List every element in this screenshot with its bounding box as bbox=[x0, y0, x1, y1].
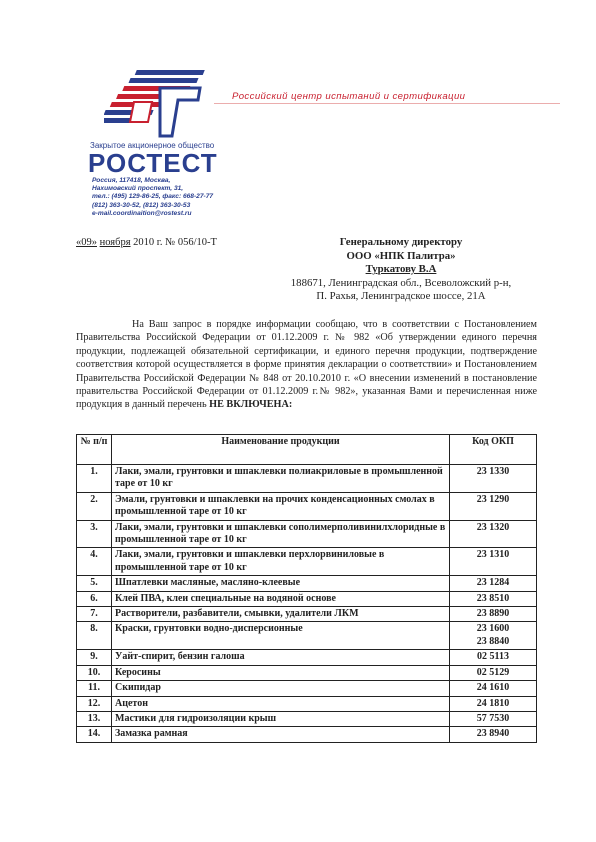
row-num: 11. bbox=[77, 681, 112, 696]
row-num: 8. bbox=[77, 622, 112, 650]
row-num: 14. bbox=[77, 727, 112, 742]
row-name: Эмали, грунтовки и шпаклевки на прочих конденсационных смолах в промышленной таре от 10 кг bbox=[112, 492, 450, 520]
table-row bbox=[77, 520, 537, 548]
rostest-logo bbox=[104, 62, 216, 142]
row-code: 24 1610 bbox=[450, 681, 537, 696]
addressee-address-line: П. Рахья, Ленинградское шоссе, 21А bbox=[316, 290, 486, 303]
table-row bbox=[77, 650, 537, 665]
row-name: Ацетон bbox=[112, 696, 450, 711]
header-code: Код ОКП bbox=[450, 435, 537, 465]
addressee-company: ООО «НПК Палитра» bbox=[346, 249, 456, 262]
contact-line: Россия, 117418, Москва, bbox=[92, 177, 171, 184]
table-row bbox=[77, 711, 537, 726]
addressee-address-line: 188671, Ленинградская обл., Всеволожский р-н, bbox=[290, 276, 512, 289]
row-name: Скипидар bbox=[112, 681, 450, 696]
row-code: 23 1330 bbox=[450, 465, 537, 493]
table-row bbox=[77, 492, 537, 520]
row-name: Шпатлевки масляные, масляно-клеевые bbox=[112, 576, 450, 591]
row-name: Уайт-спирит, бензин галоша bbox=[112, 650, 450, 665]
table-row bbox=[77, 727, 537, 742]
row-name: Керосины bbox=[112, 665, 450, 680]
row-name: Замазка рамная bbox=[112, 727, 450, 742]
tagline-divider bbox=[214, 103, 560, 104]
row-num: 7. bbox=[77, 607, 112, 622]
row-name: Лаки, эмали, грунтовки и шпаклевки сополимерполивинилхлоридные в промышленной таре от 10 кг bbox=[112, 520, 450, 548]
row-code: 23 1284 bbox=[450, 576, 537, 591]
ref-month: ноября bbox=[99, 237, 131, 248]
ref-number: № 056/10-Т bbox=[165, 237, 217, 248]
row-code: 23 1290 bbox=[450, 492, 537, 520]
contact-email: e-mail.coordinaition@rostest.ru bbox=[92, 209, 192, 217]
table-row bbox=[77, 665, 537, 680]
body-paragraph: На Ваш запрос в порядке информации сообщаю, что в соответствии с Постановлением Правительства Российской Федерации от 01.12.2009 г. № 982 «Об утверждении единого перечня продукции, подлежащей обязательной сертификации, и единого перечня продукции, подтверждение соответствия которой осуществляется в форме принятия декларации о соответствии» и Постановлением Правительства Российской Федерации № 848 от 20.10.2010 г. «О внесении изменений в постановление правительства Российской Федерации от 01.12.2009 г.№ 982», указанная Вами и перечисленная ниже продукция в данный перечень bbox=[76, 319, 537, 411]
company-type: Закрытое акционерное общество bbox=[90, 141, 215, 150]
row-num: 9. bbox=[77, 650, 112, 665]
row-code: 23 1310 bbox=[450, 548, 537, 576]
letter-reference bbox=[76, 237, 217, 248]
row-name: Лаки, эмали, грунтовки и шпаклевки полиакриловые в промышленной таре от 10 кг bbox=[112, 465, 450, 493]
letter-body bbox=[76, 318, 537, 412]
addressee-person: Туркатову В.А bbox=[365, 263, 437, 276]
products-table bbox=[76, 434, 537, 743]
row-code: 23 8510 bbox=[450, 591, 537, 606]
ref-day: «09» bbox=[76, 237, 97, 248]
header-num: № п/п bbox=[77, 435, 112, 465]
row-num: 13. bbox=[77, 711, 112, 726]
row-code: 24 1810 bbox=[450, 696, 537, 711]
table-row bbox=[77, 607, 537, 622]
row-num: 5. bbox=[77, 576, 112, 591]
row-code: 23 8890 bbox=[450, 607, 537, 622]
row-name: Растворители, разбавители, смывки, удалители ЛКМ bbox=[112, 607, 450, 622]
table-row bbox=[77, 622, 537, 650]
addressee-block bbox=[268, 236, 534, 304]
contact-line: (812) 363-30-52, (812) 363-30-53 bbox=[92, 201, 191, 209]
row-name: Лаки, эмали, грунтовки и шпаклевки перхлорвиниловые в промышленной таре от 10 кг bbox=[112, 548, 450, 576]
row-num: 6. bbox=[77, 591, 112, 606]
body-emphasis: НЕ ВКЛЮЧЕНА: bbox=[209, 399, 293, 411]
contact-line: тел.: (495) 129-86-25, факс: 668-27-77 bbox=[92, 193, 214, 201]
header-name: Наименование продукции bbox=[112, 435, 450, 465]
row-code: 57 7530 bbox=[450, 711, 537, 726]
row-name: Клей ПВА, клеи специальные на водяной основе bbox=[112, 591, 450, 606]
table-row bbox=[77, 696, 537, 711]
ref-year: 2010 г. bbox=[133, 237, 163, 248]
row-name: Краски, грунтовки водно-дисперсионные bbox=[112, 622, 450, 650]
row-code: 23 1320 bbox=[450, 520, 537, 548]
table-row bbox=[77, 576, 537, 591]
row-code: 02 5129 bbox=[450, 665, 537, 680]
table-row bbox=[77, 548, 537, 576]
company-name: РОСТЕСТ bbox=[88, 148, 218, 178]
company-contacts bbox=[92, 177, 218, 218]
table-row bbox=[77, 681, 537, 696]
row-code: 02 5113 bbox=[450, 650, 537, 665]
row-name: Мастики для гидроизоляции крыш bbox=[112, 711, 450, 726]
row-num: 4. bbox=[77, 548, 112, 576]
table-row bbox=[77, 591, 537, 606]
row-num: 12. bbox=[77, 696, 112, 711]
row-num: 2. bbox=[77, 492, 112, 520]
row-code: 23 1600 23 8840 bbox=[450, 622, 537, 650]
row-num: 1. bbox=[77, 465, 112, 493]
table-header-row bbox=[77, 435, 537, 465]
table-row bbox=[77, 465, 537, 493]
row-num: 3. bbox=[77, 520, 112, 548]
row-code: 23 8940 bbox=[450, 727, 537, 742]
addressee-position: Генеральному директору bbox=[339, 236, 463, 248]
letterhead-tagline: Российский центр испытаний и сертификации bbox=[232, 91, 466, 102]
contact-line: Нахимовский проспект, 31, bbox=[92, 185, 184, 193]
row-num: 10. bbox=[77, 665, 112, 680]
